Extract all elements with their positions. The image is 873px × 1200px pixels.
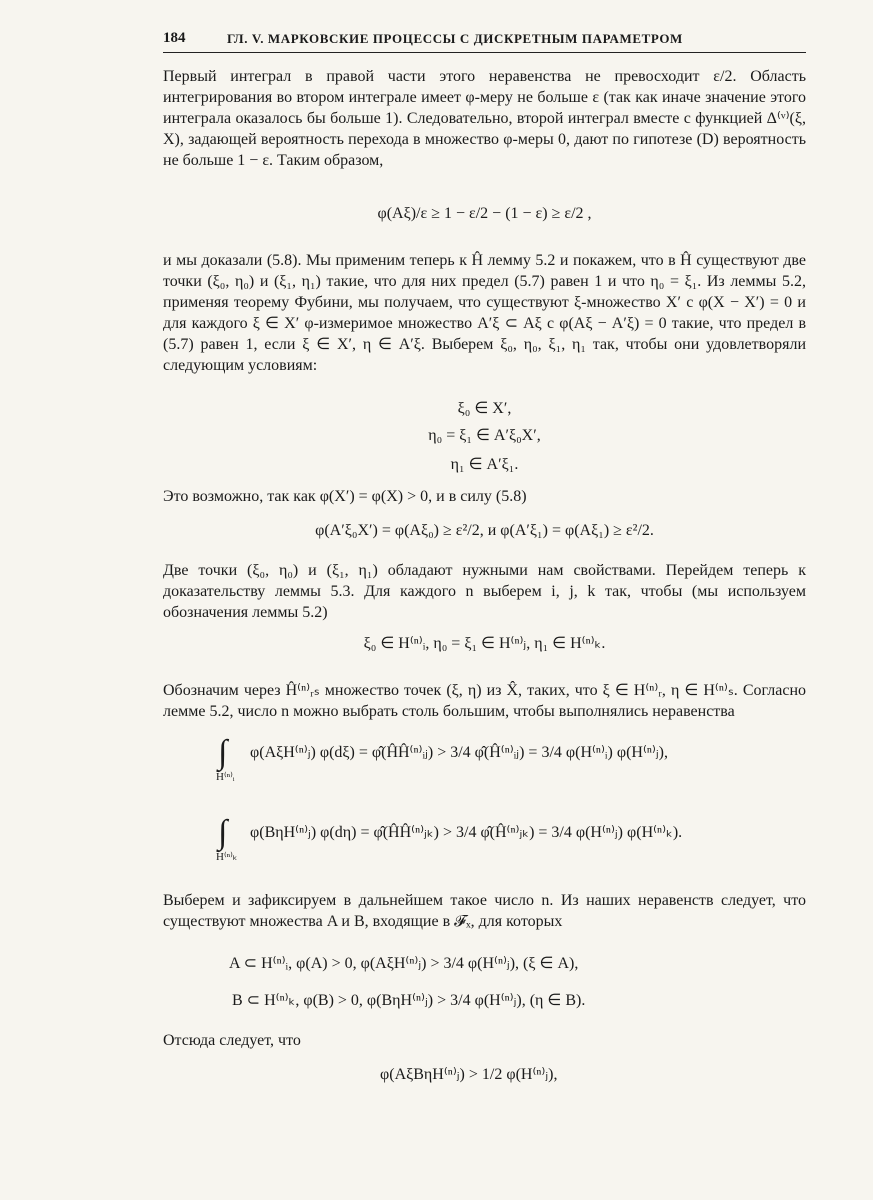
equation-9: φ(AξBηH⁽ⁿ⁾ⱼ) > 1/2 φ(H⁽ⁿ⁾ⱼ), [380,1066,558,1083]
equation-2c: η₁ ∈ A′ξ₁. [450,456,519,473]
integral-sign-1: ∫ [218,734,228,771]
equation-2a: ξ₀ ∈ X′, [457,400,512,417]
paragraph-2: и мы доказали (5.8). Мы применим теперь к Ĥ лемму 5.2 и покажем, что в Ĥ существуют две точки (ξ₀, η₀) и (ξ₁, η₁) такие, что для них предел (5.7) равен 1 и что η₀ = ξ₁. Из леммы 5.2, применяя теорему Фубини, мы получаем, что существуют ξ-множество X′ с φ(X − X′) = 0 и для каждого ξ ∈ X′ φ-измеримое множество A′ξ ⊂ Aξ с φ(Aξ − A′ξ) = 0 такие, что предел в (5.7) равен 1, если ξ ∈ X′, η ∈ A′ξ. Выберем ξ₀, η₀, ξ₁, η₁ так, чтобы они удовлетворяли следующим условиям: [163,252,806,374]
equation-6: φ(BηH⁽ⁿ⁾ⱼ) φ(dη) = φ̂(ĤĤ⁽ⁿ⁾ⱼₖ) > 3/4 φ̂(Ĥ⁽ⁿ⁾ⱼₖ) = 3/4 φ(H⁽ⁿ⁾ⱼ) φ(H⁽ⁿ⁾ₖ). [250,824,683,841]
paragraph-6: Выберем и зафиксируем в дальнейшем такое число n. Из наших неравенств следует, что существуют множества A и B, входящие в 𝓕ₓ, для которых [163,892,806,930]
paragraph-3: Это возможно, так как φ(X′) = φ(X) > 0, и в силу (5.8) [163,488,527,505]
integral-sign-2: ∫ [218,814,228,851]
paragraph-5: Обозначим через Ĥ⁽ⁿ⁾ᵣₛ множество точек (ξ, η) из X̂, таких, что ξ ∈ H⁽ⁿ⁾ᵣ, η ∈ H⁽ⁿ⁾ₛ. Согласно лемме 5.2, число n можно выбрать столь большим, чтобы выполнялись неравенства [163,682,807,720]
page-number: 184 [163,30,186,46]
running-title: ГЛ. V. МАРКОВСКИЕ ПРОЦЕССЫ С ДИСКРЕТНЫМ ПАРАМЕТРОМ [227,31,683,46]
paragraph-7: Отсюда следует, что [163,1032,301,1049]
paragraph-1: Первый интеграл в правой части этого неравенства не превосходит ε/2. Область интегрирования во втором интеграле имеет φ-меру не больше ε (так как иначе значение этого интеграла оказалось бы больше 1). Следовательно, второй интеграл вместе с функцией Δ⁽ᵛ⁾(ξ, X), задающей вероятность перехода в множество φ-меры 0, дают по гипотезе (D) вероятность не больше 1 − ε. Таким образом, [163,68,806,169]
equation-3: φ(A′ξ₀X′) = φ(Aξ₀) ≥ ε²/2, и φ(A′ξ₁) = φ(Aξ₁) ≥ ε²/2. [315,522,654,539]
paragraph-4: Две точки (ξ₀, η₀) и (ξ₁, η₁) обладают нужными нам свойствами. Перейдем теперь к доказательству леммы 5.3. Для каждого n выберем i, j, k так, чтобы (мы используем обозначения леммы 5.2) [163,562,806,621]
equation-5: φ(AξH⁽ⁿ⁾ⱼ) φ(dξ) = φ̂(ĤĤ⁽ⁿ⁾ᵢⱼ) > 3/4 φ̂(Ĥ⁽ⁿ⁾ᵢⱼ) = 3/4 φ(H⁽ⁿ⁾ᵢ) φ(H⁽ⁿ⁾ⱼ), [250,744,668,761]
integral-2-domain: H⁽ⁿ⁾ₖ [216,851,238,863]
integral-1-domain: H⁽ⁿ⁾ᵢ [216,771,235,783]
equation-8: B ⊂ H⁽ⁿ⁾ₖ, φ(B) > 0, φ(BηH⁽ⁿ⁾ⱼ) > 3/4 φ(H⁽ⁿ⁾ⱼ), (η ∈ B). [232,992,586,1009]
equation-7: A ⊂ H⁽ⁿ⁾ᵢ, φ(A) > 0, φ(AξH⁽ⁿ⁾ⱼ) > 3/4 φ(H⁽ⁿ⁾ⱼ), (ξ ∈ A), [229,955,579,972]
running-header [163,30,806,53]
equation-2b: η₀ = ξ₁ ∈ A′ξ₀X′, [428,427,541,444]
equation-4: ξ₀ ∈ H⁽ⁿ⁾ᵢ, η₀ = ξ₁ ∈ H⁽ⁿ⁾ⱼ, η₁ ∈ H⁽ⁿ⁾ₖ. [363,635,606,652]
equation-1: φ(Aξ)/ε ≥ 1 − ε/2 − (1 − ε) ≥ ε/2 , [377,205,592,222]
